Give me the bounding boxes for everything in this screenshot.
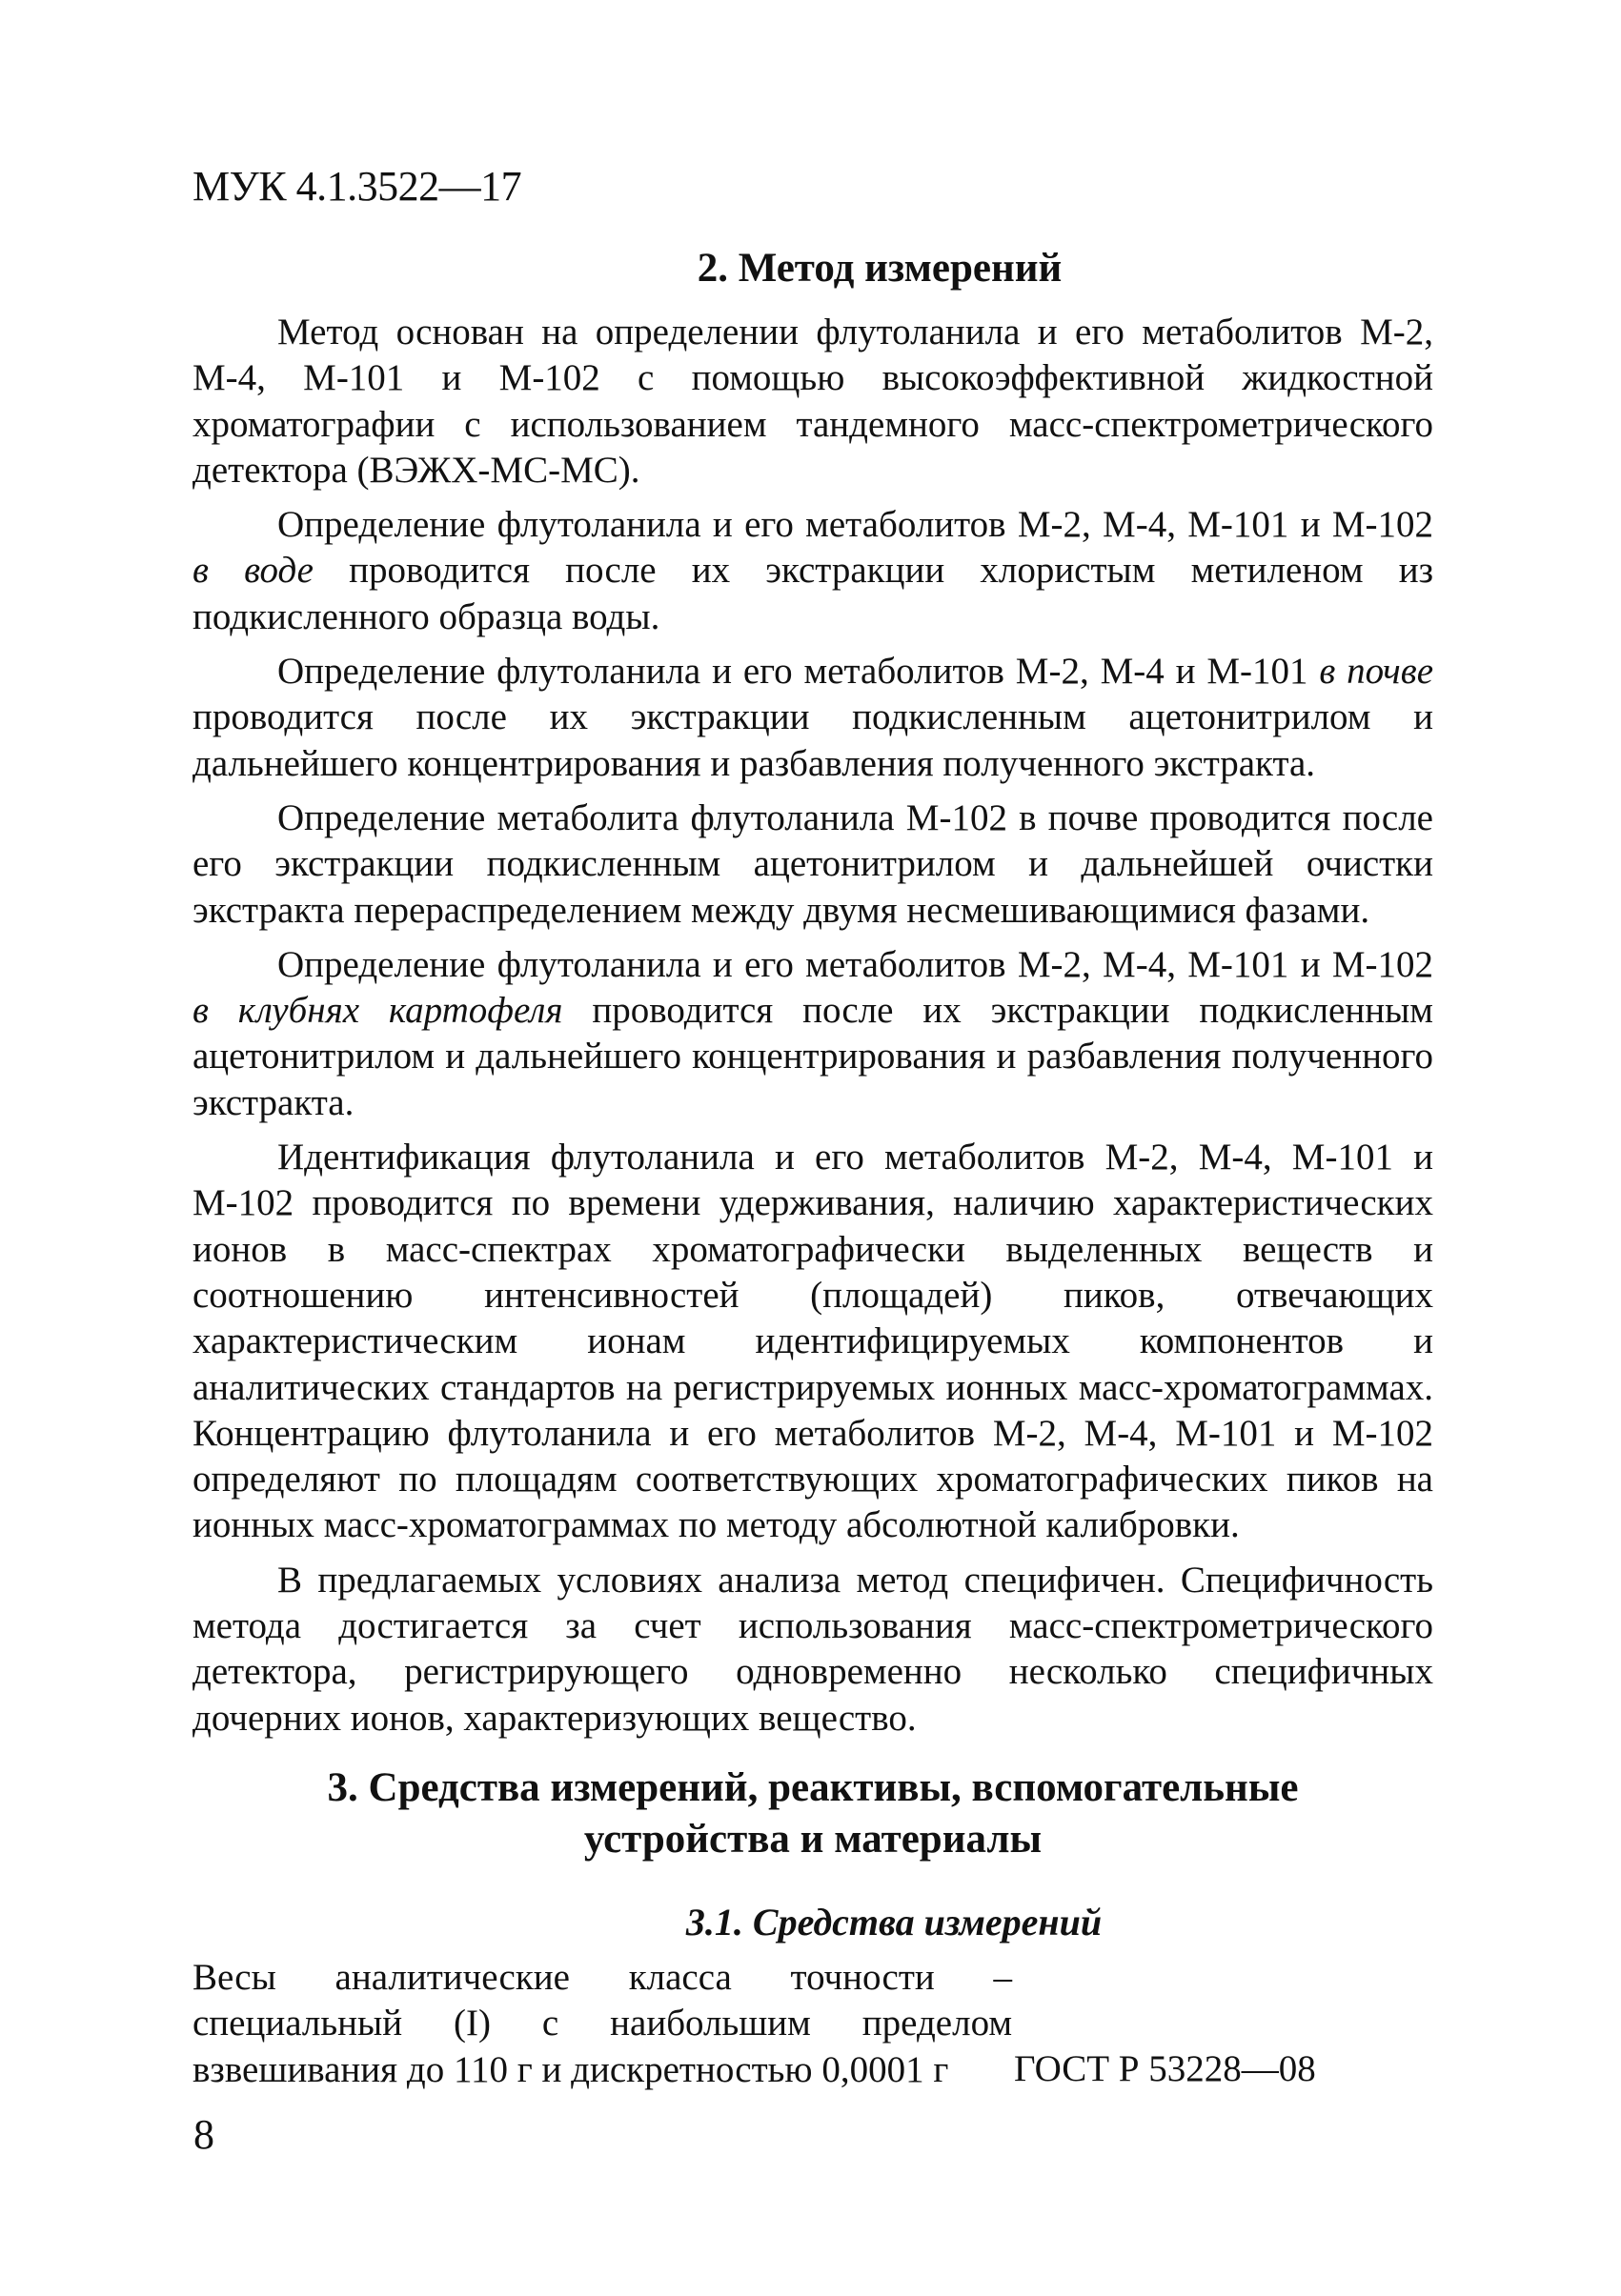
paragraph-italic-matrix: в почве (1319, 651, 1434, 693)
paragraph-text-before: Определение флутоланила и его метаболитов М-2, М-4, М-101 и М-102 (277, 943, 1433, 985)
paragraph-italic-matrix: в воде (192, 550, 314, 592)
page-number: 8 (193, 2111, 214, 2158)
paragraph-water (192, 502, 1433, 640)
paragraph-text: Идентификация флутоланила и его метаболитов М-2, М-4, М-101 и М-102 проводится по времени удерживания, наличию характеристических ионов в масс-спектрах хроматографически выделенных веществ и соотношению интенсивностей (площадей) пиков, отвечающих характеристическим ионам идентифицируемых компонентов и аналитических стандартов на регистрируемых ионных масс-хроматограммах. Концентрацию флутоланила и его метаболитов М-2, М-4, М-101 и М-102 определяют по площадям соответствующих хроматографических пиков на ионных масс-хроматограммах по методу абсолютной калибровки. (192, 1137, 1433, 1546)
section-2-title: 2. Метод измерений (697, 246, 1063, 291)
paragraph-text-after: проводится после их экстракции хлористым метиленом из подкисленного образца воды. (192, 550, 1433, 637)
section-3-title-line-2: устройства и материалы (583, 1816, 1043, 1862)
instrument-standard: ГОСТ Р 53228—08 (1014, 2047, 1316, 2089)
paragraph-text-before: Определение флутоланила и его метаболитов М-2, М-4, М-101 и М-102 (277, 504, 1433, 546)
paragraph-soil-m102 (192, 796, 1433, 934)
paragraph-text-after: проводится после их экстракции подкисленным ацетонитрилом и дальнейшего концентрирования и разбавления полученного экстракта. (192, 990, 1433, 1123)
paragraph-identification (192, 1135, 1433, 1549)
paragraph-text: Определение метаболита флутоланила М-102 в почве проводится после его экстракции подкисленным ацетонитрилом и дальнейшей очистки экстракта перераспределением между двумя несмешивающимися фазами. (192, 796, 1433, 931)
instrument-list-item (192, 1955, 1433, 2094)
paragraph-text: В предлагаемых условиях анализа метод специфичен. Специфичность метода достигается за счет использования масс-спектрометрического детектора, регистрирующего одновременно несколько специфичных дочерних ионов, характеризующих вещество. (192, 1559, 1433, 1739)
paragraph-italic-matrix: в клубнях картофеля (192, 990, 563, 1032)
subsection-3-1-title: 3.1. Средства измерений (685, 1900, 1103, 1944)
paragraph-method-basis (192, 310, 1433, 493)
paragraph-text: Метод основан на определении флутоланила и его метаболитов М-2, М-4, М-101 и М-102 с помощью высокоэффективной жидкостной хроматографии с использованием тандемного масс-спектрометрического детектора (ВЭЖХ-МС-МС). (192, 312, 1433, 491)
section-3-title (192, 1762, 1433, 1865)
page-content (192, 243, 1433, 2094)
paragraph-potato (192, 942, 1433, 1126)
paragraph-specificity (192, 1558, 1433, 1742)
document-code: МУК 4.1.3522—17 (192, 163, 522, 210)
paragraph-soil (192, 649, 1433, 787)
instrument-name: Весы аналитические класса точности – специальный (I) с наибольшим пределом взвешивания до 110 г и дискретностью 0,0001 г (192, 1956, 1012, 2090)
paragraph-text-before: Определение флутоланила и его метаболитов М-2, М-4 и М-101 (277, 651, 1320, 693)
paragraph-text-after: проводится после их экстракции подкисленным ацетонитрилом и дальнейшего концентрирования и разбавления полученного экстракта. (192, 696, 1433, 784)
section-3-title-line-1: 3. Средства измерений, реактивы, вспомогательные (327, 1764, 1299, 1810)
